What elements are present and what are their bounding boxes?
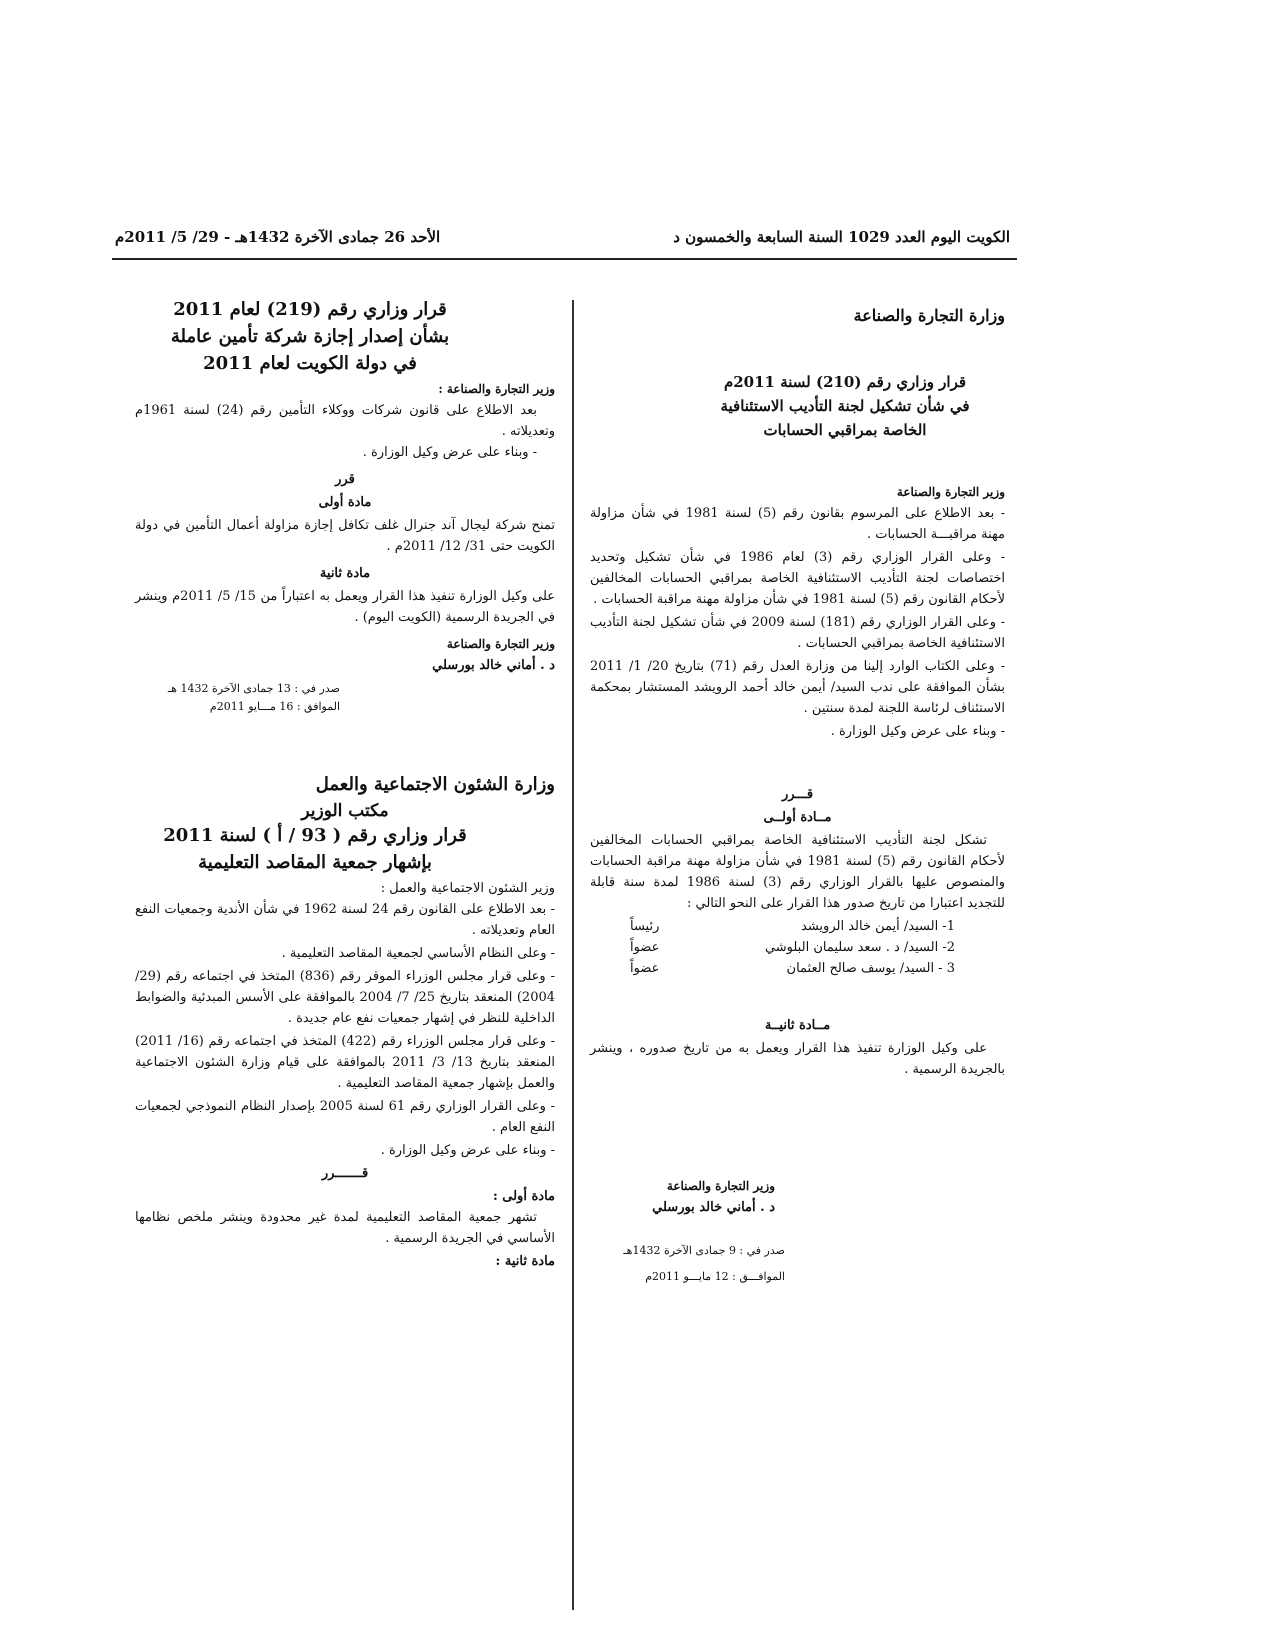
corresponding-date: الموافق : 16 مـــايو 2011م bbox=[209, 700, 340, 713]
preamble-item: - وعلى القرار الوزاري رقم (3) لعام 1986 في شأن تشكيل وتحديد اختصاصات لجنة التأديب الاستئنافية الخاصة بمراقبي الحسابات المخالفين لأحكام القانون رقم (5) لسنة 1981 في شأن مزاولة مهنة مراقبة الحسابات . bbox=[590, 550, 1005, 607]
article-text: على وكيل الوزارة تنفيذ هذا القرار ويعمل به من تاريخ صدوره ، وينشر بالجريدة الرسمية . bbox=[590, 1041, 1005, 1077]
signature-title: وزير التجارة والصناعة bbox=[666, 1179, 775, 1193]
decision-title bbox=[135, 296, 555, 377]
member-role: عضواً bbox=[630, 961, 660, 976]
member-name: 2- السيد/ د . سعد سليمان البلوشي bbox=[764, 940, 955, 955]
preamble-item: - وعلى القرار الوزاري رقم 61 لسنة 2005 بإصدار النظام النموذجي لجمعيات النفع العام . bbox=[135, 1099, 555, 1135]
minister-label: وزير التجارة والصناعة bbox=[896, 485, 1005, 499]
preamble-item: - وعلى القرار الوزاري رقم (181) لسنة 2009 في شأن تشكيل لجنة التأديب الاستئنافية الخاصة بمراقبي الحسابات . bbox=[590, 615, 1005, 651]
title-line: بشأن إصدار إجازة شركة تأمين عاملة bbox=[170, 326, 450, 347]
ministry-name: وزارة الشئون الاجتماعية والعمل bbox=[315, 774, 555, 795]
member-row bbox=[590, 958, 1005, 979]
article-title: مادة ثانية bbox=[319, 566, 371, 581]
gazette-date: الأحد 26 جمادى الآخرة 1432هـ - 29/ 5/ 2011م bbox=[115, 228, 441, 246]
preamble-item: - وعلى قرار مجلس الوزراء رقم (422) المتخذ في اجتماعه رقم (16/ 2011) المنعقد بتاريخ 13/ 3/ 2011 بالموافقة على قيام وزارة الشئون الاجتماعية والعمل بإشهار جمعية المقاصد التعليمية . bbox=[135, 1034, 556, 1091]
preamble-item: - وبناء على عرض وكيل الوزارة . bbox=[830, 724, 1005, 739]
minister-label: وزير الشئون الاجتماعية والعمل : bbox=[380, 881, 555, 896]
preamble-item: - بعد الاطلاع على المرسوم بقانون رقم (5) لسنة 1981 في شأن مزاولة مهنة مراقبـــة الحسابات . bbox=[590, 506, 1005, 542]
preamble-item: - بعد الاطلاع على القانون رقم 24 لسنة 1962 في شأن الأندية وجمعيات النفع العام وتعديلاته . bbox=[135, 902, 555, 938]
left-column bbox=[135, 296, 555, 1272]
title-line: الخاصة بمراقبي الحسابات bbox=[763, 421, 927, 439]
signature-block bbox=[135, 634, 555, 676]
issued-date: صدر في : 9 جمادى الآخرة 1432هـ bbox=[623, 1244, 785, 1257]
decision-title bbox=[135, 822, 555, 876]
signature-block bbox=[590, 1176, 1005, 1218]
decided-label: قـــرر bbox=[781, 787, 814, 802]
article-title: مــادة ثانيــة bbox=[764, 1018, 831, 1033]
decision-title bbox=[590, 370, 1005, 442]
gazette-issue-info: الكويت اليوم العدد 1029 السنة السابعة والخمسون د bbox=[673, 228, 1010, 246]
preamble-item: - وعلى الكتاب الوارد إلينا من وزارة العدل رقم (71) بتاريخ 20/ 1/ 2011 بشأن الموافقة على ندب السيد/ أيمن خالد أحمد الرويشد المستشار بمحكمة الاستئناف لرئاسة اللجنة لمدة سنتين . bbox=[590, 659, 1005, 716]
article-text: تشكل لجنة التأديب الاستئنافية الخاصة بمراقبي الحسابات المخالفين لأحكام القانون رقم (5) لسنة 1981 في شأن مزاولة مهنة مراقبة الحسابات والمنصوص عليها بالقرار الوزاري رقم (3) لسنة 1986 لمدة سنة قابلة للتجديد اعتبارا من تاريخ صدور هذا القرار على النحو التالي : bbox=[590, 833, 1006, 911]
title-line: في دولة الكويت لعام 2011 bbox=[203, 353, 417, 374]
article-text: تمنح شركة ليجال آند جنرال غلف تكافل إجازة مزاولة أعمال التأمين في دولة الكويت حتى 31/ 12/ 2011م . bbox=[135, 518, 555, 554]
member-role: عضواً bbox=[630, 940, 660, 955]
office-name: مكتب الوزير bbox=[301, 801, 389, 821]
title-line: في شأن تشكيل لجنة التأديب الاستئنافية bbox=[720, 397, 970, 415]
title-line: بإشهار جمعية المقاصد التعليمية bbox=[198, 852, 432, 873]
member-row bbox=[590, 916, 1005, 937]
decided-label: قـــــــرر bbox=[321, 1166, 369, 1181]
article-text: على وكيل الوزارة تنفيذ هذا القرار ويعمل به اعتباراً من 15/ 5/ 2011م وينشر في الجريدة الرسمية (الكويت اليوم) . bbox=[135, 589, 556, 625]
member-name: 1- السيد/ أيمن خالد الرويشد bbox=[801, 919, 955, 934]
member-name: 3 - السيد/ يوسف صالح العثمان bbox=[786, 961, 955, 976]
right-column bbox=[590, 305, 1005, 1286]
member-role: رئيساً bbox=[630, 919, 660, 934]
issued-date: صدر في : 13 جمادى الآخرة 1432 هـ bbox=[167, 682, 340, 695]
issue-date-block bbox=[590, 1242, 1005, 1286]
signature-name: د . أماني خالد بورسلي bbox=[652, 1200, 775, 1215]
preamble-item: بعد الاطلاع على قانون شركات ووكلاء التأمين رقم (24) لسنة 1961م وتعديلاته . bbox=[135, 403, 555, 439]
signature-name: د . أماني خالد بورسلي bbox=[432, 658, 555, 673]
preamble-item: - وبناء على عرض وكيل الوزارة . bbox=[362, 445, 537, 460]
title-line: قرار وزاري رقم (210) لسنة 2011م bbox=[723, 373, 967, 391]
issue-date-block bbox=[135, 680, 555, 716]
column-divider bbox=[572, 300, 574, 1610]
members-list bbox=[590, 916, 1005, 979]
preamble-item: - وعلى النظام الأساسي لجمعية المقاصد التعليمية . bbox=[281, 946, 555, 961]
preamble-item: - وعلى قرار مجلس الوزراء الموقر رقم (836) المتخذ في اجتماعه رقم (29/ 2004) المنعقد بتاريخ 25/ 7/ 2004 بالموافقة على الأسس المبدئية والضوابط الداخلية للنظر في إشهار جمعيات نفع عام جديدة . bbox=[135, 969, 556, 1026]
article-title: مادة ثانية : bbox=[495, 1254, 555, 1269]
title-line: قرار وزاري رقم ( 93 / أ ) لسنة 2011 bbox=[163, 825, 467, 846]
minister-label: وزير التجارة والصناعة : bbox=[438, 382, 555, 396]
header-rule bbox=[112, 258, 1017, 260]
article-title: مــادة أولــى bbox=[763, 810, 832, 825]
decided-label: قرر bbox=[335, 472, 355, 487]
corresponding-date: الموافـــق : 12 مايـــو 2011م bbox=[645, 1270, 785, 1283]
title-line: قرار وزاري رقم (219) لعام 2011 bbox=[173, 299, 447, 320]
member-row bbox=[590, 937, 1005, 958]
ministry-name: وزارة التجارة والصناعة bbox=[853, 306, 1005, 325]
article-title: مادة أولى bbox=[318, 495, 372, 510]
article-title: مادة أولى : bbox=[492, 1189, 555, 1204]
article-text: تشهر جمعية المقاصد التعليمية لمدة غير محدودة وينشر ملخص نظامها الأساسي في الجريدة الرسمية . bbox=[135, 1210, 555, 1246]
preamble-item: - وبناء على عرض وكيل الوزارة . bbox=[380, 1143, 555, 1158]
signature-title: وزير التجارة والصناعة bbox=[446, 637, 555, 651]
